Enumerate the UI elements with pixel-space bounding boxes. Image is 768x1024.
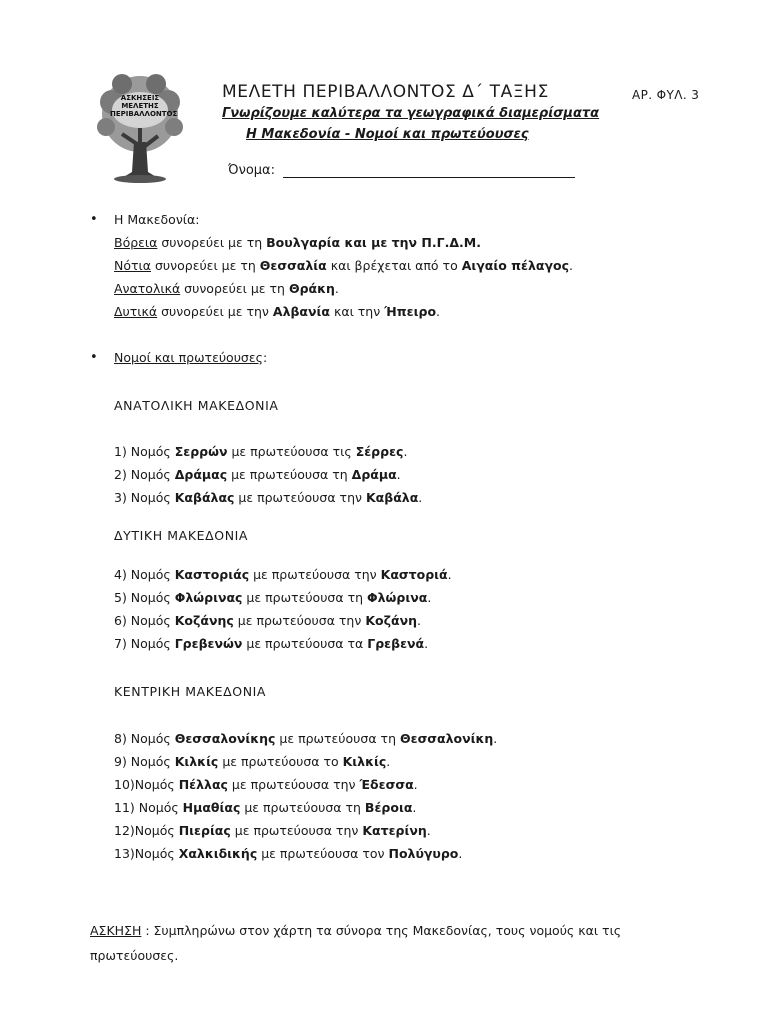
subtitle-macedonia: Η Μακεδονία - Νομοί και πρωτεύουσες (246, 127, 529, 142)
exercise-label: ΑΣΚΗΣΗ (90, 923, 142, 938)
logo-text: ΑΣΚΗΣΕΙΣ ΜΕΛΕΤΗΣ ΠΕΡΙΒΑΛΛΟΝΤΟΣ (110, 94, 178, 118)
border-line-north: Βόρεια συνορεύει με τη Βουλγαρία και με την Π.Γ.Δ.Μ. (114, 235, 481, 250)
list-item: 8) Νομός Θεσσαλονίκης με πρωτεύουσα τη Θεσσαλονίκη. (114, 731, 498, 746)
prefectures-heading: Νομοί και πρωτεύουσες: (114, 350, 268, 365)
border-line-south: Νότια συνορεύει με τη Θεσσαλία και βρέχεται από το Αιγαίο πέλαγος. (114, 258, 573, 273)
bullet-icon: • (90, 212, 98, 227)
list-item: 11) Νομός Ημαθίας με πρωτεύουσα τη Βέροια. (114, 800, 417, 815)
section-title-central: ΚΕΝΤΡΙΚΗ ΜΑΚΕΔΟΝΙΑ (114, 684, 267, 699)
list-item: 7) Νομός Γρεβενών με πρωτεύουσα τα Γρεβενά. (114, 636, 429, 651)
list-item: 2) Νομός Δράμας με πρωτεύουσα τη Δράμα. (114, 467, 401, 482)
list-item: 12)Νομός Πιερίας με πρωτεύουσα την Κατερίνη. (114, 823, 431, 838)
list-item: 6) Νομός Κοζάνης με πρωτεύουσα την Κοζάνη. (114, 613, 421, 628)
list-item: 10)Νομός Πέλλας με πρωτεύουσα την Έδεσσα. (114, 777, 418, 792)
name-blank-line[interactable] (283, 163, 575, 178)
borders-heading: Η Μακεδονία: (114, 212, 200, 227)
section-title-east: ΑΝΑΤΟΛΙΚΗ ΜΑΚΕΔΟΝΙΑ (114, 398, 279, 413)
name-label: Όνομα: (228, 163, 275, 178)
list-item: 3) Νομός Καβάλας με πρωτεύουσα την Καβάλα. (114, 490, 423, 505)
name-row (228, 163, 575, 178)
section-title-west: ΔΥΤΙΚΗ ΜΑΚΕΔΟΝΙΑ (114, 528, 249, 543)
sheet-number: ΑΡ. ΦΥΛ. 3 (632, 88, 700, 102)
border-line-west: Δυτικά συνορεύει με την Αλβανία και την Ήπειρο. (114, 304, 441, 319)
list-item: 13)Νομός Χαλκιδικής με πρωτεύουσα τον Πολύγυρο. (114, 846, 463, 861)
list-item: 9) Νομός Κιλκίς με πρωτεύουσα το Κιλκίς. (114, 754, 391, 769)
bullet-icon: • (90, 350, 98, 365)
list-item: 4) Νομός Καστοριάς με πρωτεύουσα την Καστοριά. (114, 567, 452, 582)
list-item: 5) Νομός Φλώρινας με πρωτεύουσα τη Φλώρινα. (114, 590, 432, 605)
tree-logo (92, 72, 188, 184)
subtitle-geography: Γνωρίζουμε καλύτερα τα γεωγραφικά διαμερίσματα (222, 106, 600, 121)
exercise-paragraph: ΑΣΚΗΣΗ : Συμπληρώνω στον χάρτη τα σύνορα της Μακεδονίας, τους νομούς και τις πρωτεύουσες. (90, 923, 622, 963)
list-item: 1) Νομός Σερρών με πρωτεύουσα τις Σέρρες. (114, 444, 408, 459)
exercise-text: Συμπληρώνω στον χάρτη τα σύνορα της Μακεδονίας, τους νομούς και τις πρωτεύουσες. (90, 923, 622, 963)
worksheet-title: ΜΕΛΕΤΗ ΠΕΡΙΒΑΛΛΟΝΤΟΣ Δ΄ ΤΑΞΗΣ (222, 82, 549, 102)
border-line-east: Ανατολικά συνορεύει με τη Θράκη. (114, 281, 339, 296)
